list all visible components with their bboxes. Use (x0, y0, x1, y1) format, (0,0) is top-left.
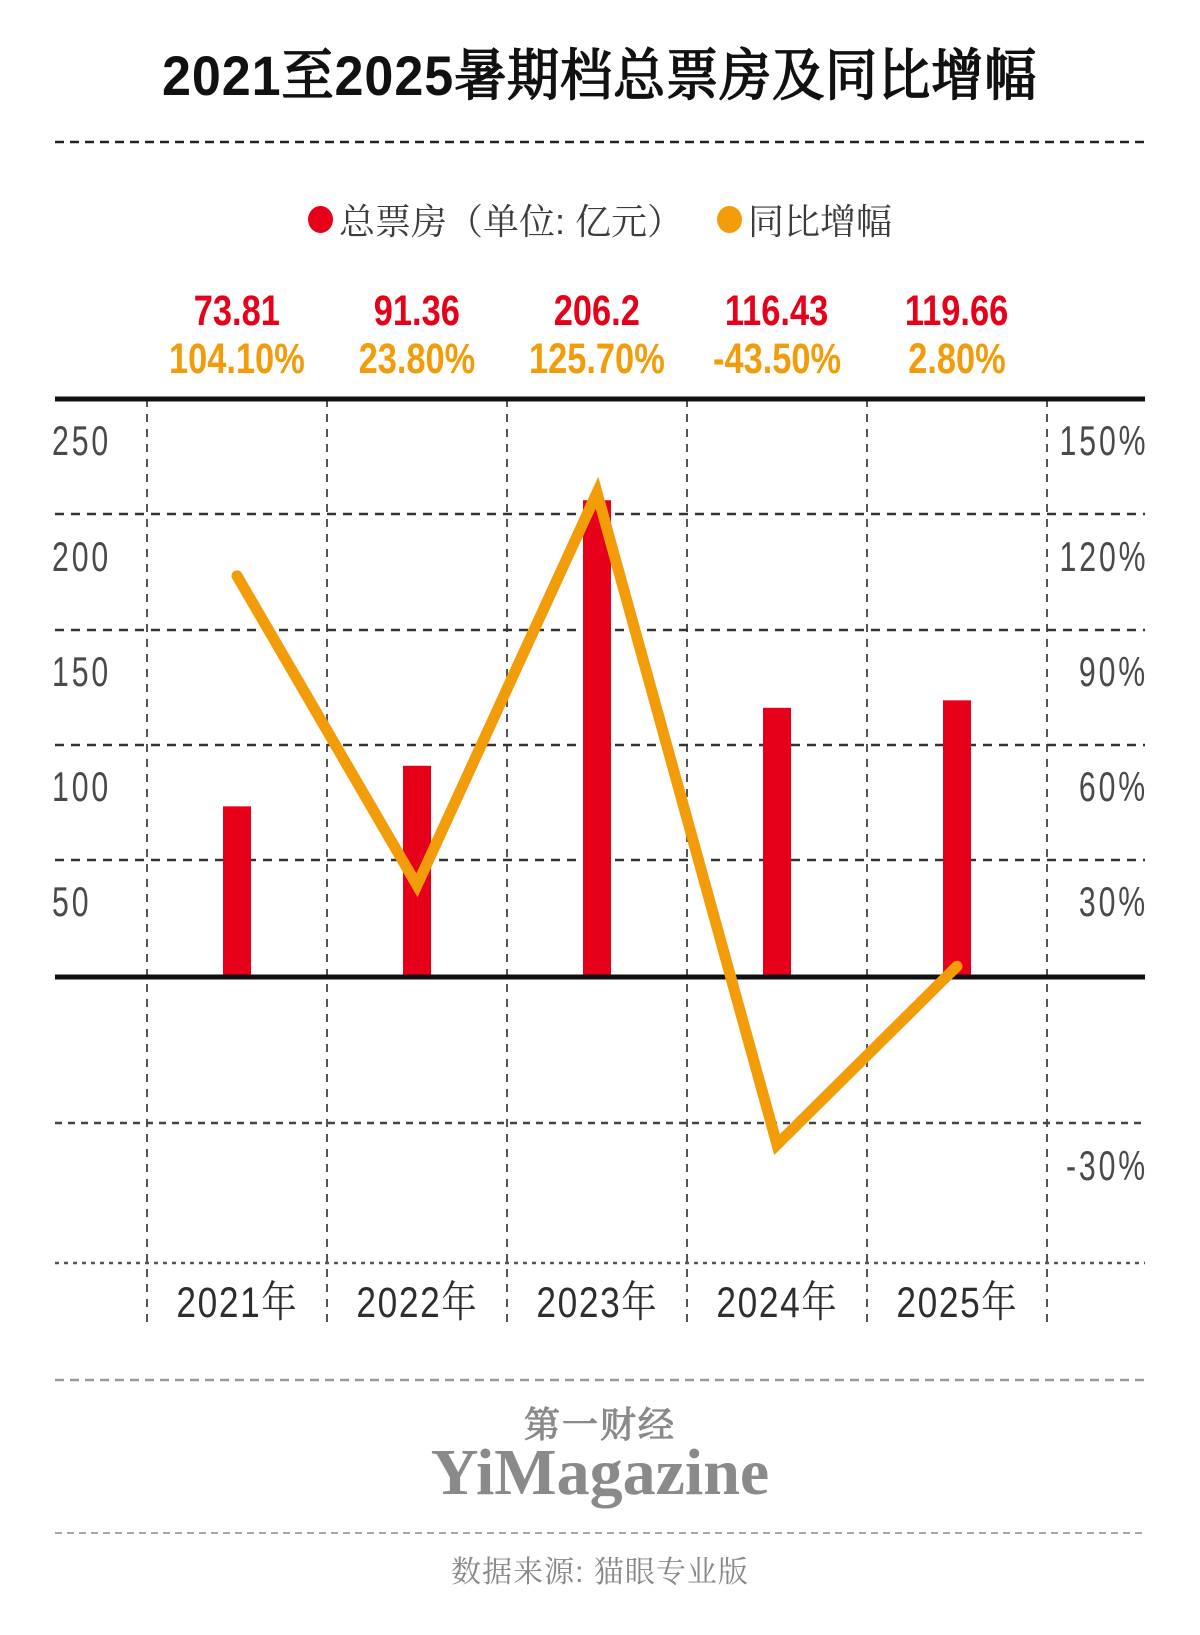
bar-2025年 (943, 700, 971, 977)
y-axis-left-tick-50: 50 (52, 878, 92, 925)
growth-value: 23.80% (358, 335, 476, 383)
value-label-2025 (847, 288, 1067, 382)
x-axis-label-2021: 2021年 (176, 1279, 298, 1327)
bar-2023年 (583, 500, 611, 977)
box-office-value: 91.36 (373, 287, 461, 335)
y-axis-right-tick-150pct: 150% (1059, 417, 1148, 464)
y-axis-left-tick-100: 100 (52, 763, 112, 810)
data-source-note: 数据来源: 猫眼专业版 (451, 1556, 749, 1589)
publisher-logo-en: YiMagazine (430, 1436, 770, 1509)
y-axis-right-tick-120pct: 120% (1059, 533, 1148, 580)
x-axis-label-2022: 2022年 (356, 1279, 478, 1327)
red-dot-icon (308, 206, 333, 233)
y-axis-right-tick-neg30pct: -30% (1065, 1142, 1148, 1189)
y-axis-right-tick-30pct: 30% (1078, 878, 1148, 925)
growth-value: 104.10% (169, 335, 305, 383)
growth-value: -43.50% (712, 335, 842, 383)
y-axis-left-tick-150: 150 (52, 648, 112, 695)
bar-2021年 (223, 806, 251, 977)
legend (0, 194, 1200, 245)
box-office-value: 206.2 (553, 287, 641, 335)
page-title: 2021至2025暑期档总票房及同比增幅 (162, 44, 1038, 107)
y-axis-right-tick-60pct: 60% (1078, 763, 1148, 810)
y-axis-left-tick-200: 200 (52, 533, 112, 580)
bar-2024年 (763, 708, 791, 977)
legend-item-box-office (308, 194, 683, 245)
x-axis-label-2024: 2024年 (716, 1279, 838, 1327)
growth-value: 125.70% (529, 335, 665, 383)
growth-value: 2.80% (908, 335, 1006, 383)
legend-label: 同比增幅 (748, 201, 893, 242)
orange-dot-icon (717, 206, 742, 233)
legend-label: 总票房（单位: 亿元） (338, 201, 683, 242)
legend-item-growth (717, 194, 892, 245)
y-axis-right-tick-90pct: 90% (1078, 648, 1148, 695)
box-office-value: 119.66 (905, 287, 1009, 335)
box-office-value: 116.43 (725, 287, 829, 335)
publisher-logo-cn: 第一财经 (523, 1404, 676, 1445)
x-axis-label-2025: 2025年 (896, 1279, 1018, 1327)
box-office-value: 73.81 (193, 287, 281, 335)
y-axis-left-tick-250: 250 (52, 417, 112, 464)
x-axis-label-2023: 2023年 (536, 1279, 658, 1327)
